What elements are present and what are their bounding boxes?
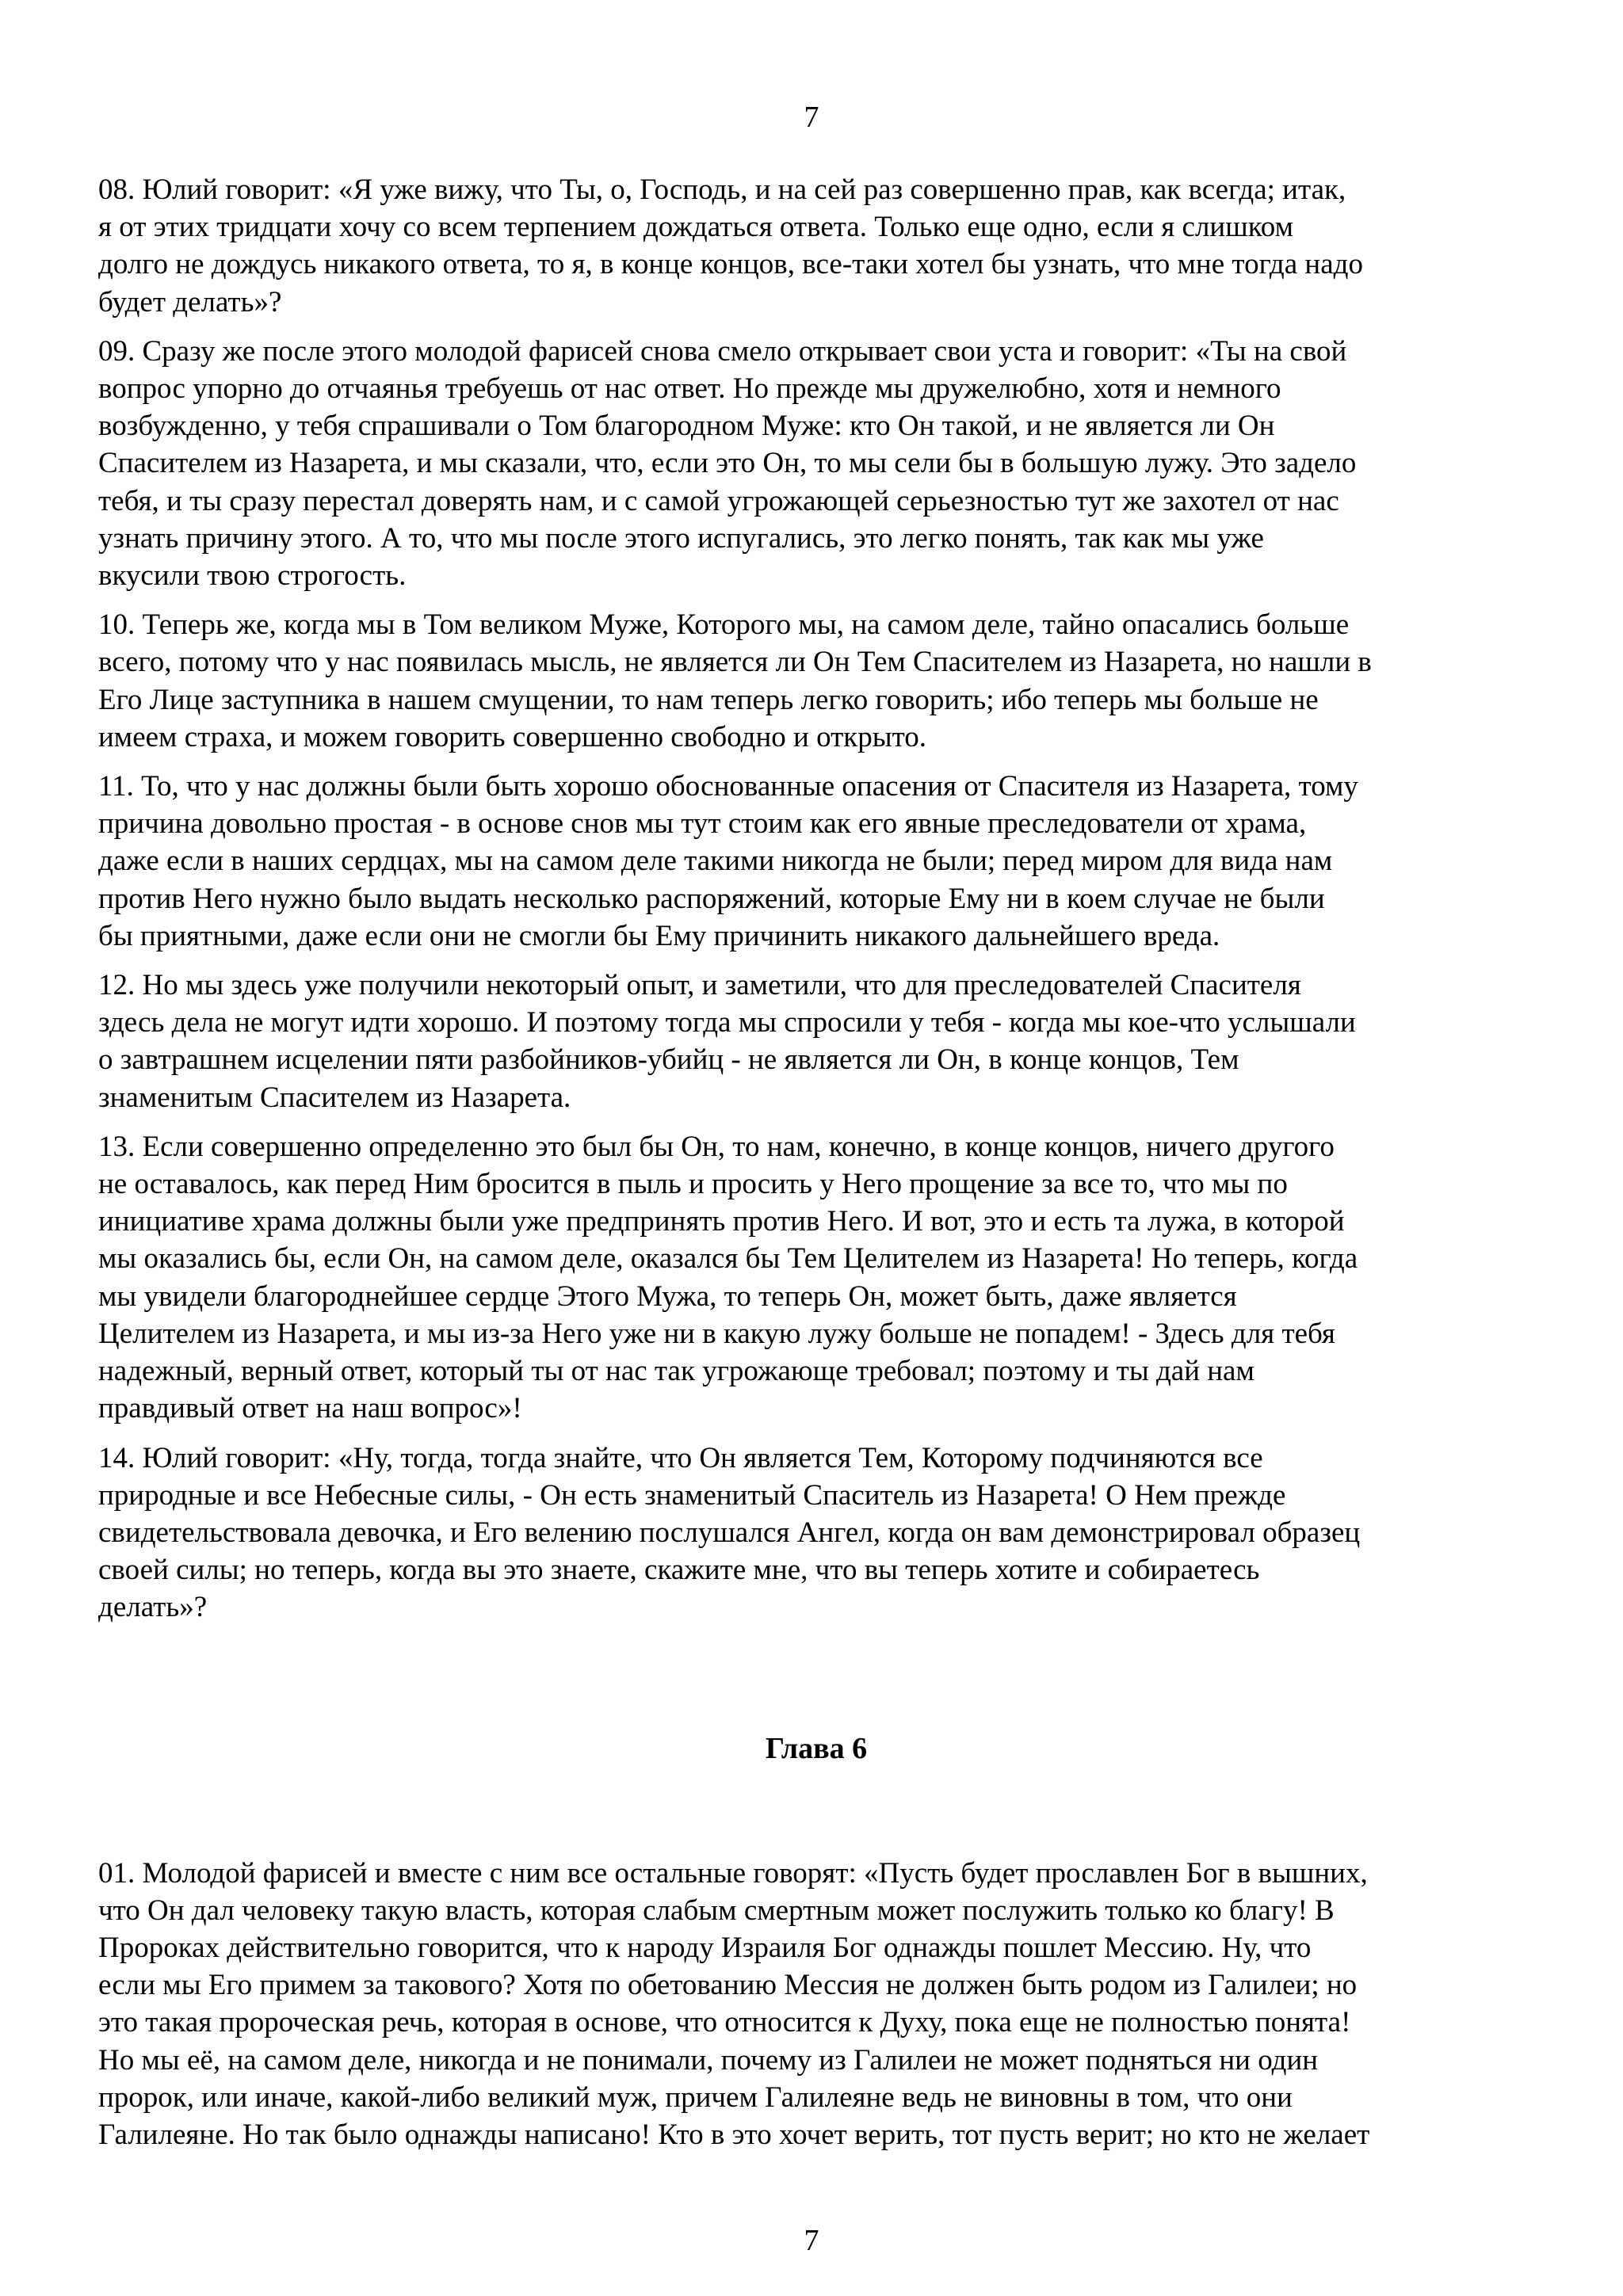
- text-line: пророк, или иначе, какой-либо великий муж, причем Галилеяне ведь не виновны в том, что они: [98, 2081, 1293, 2114]
- text-line: если мы Его примем за такового? Хотя по обетованию Мессия не должен быть родом из Галилеи; но: [98, 1969, 1358, 2002]
- text-line: я от этих тридцати хочу со всем терпением дождаться ответа. Только еще одно, если я слишком: [98, 211, 1294, 244]
- paragraph: [98, 1855, 1534, 2154]
- text-line: Но мы её, на самом деле, никогда и не понимали, почему из Галилеи не может подняться ни один: [98, 2043, 1319, 2077]
- text-line: Пророках действительно говорится, что к народу Израиля Бог однажды пошлет Мессию. Ну, что: [98, 1931, 1312, 1964]
- text-line: 13. Если совершенно определенно это был бы Он, то нам, конечно, в конце концов, ничего другого: [98, 1130, 1335, 1163]
- page-number-top: 7: [804, 101, 819, 134]
- text-line: 01. Молодой фарисей и вместе с ним все остальные говорят: «Пусть будет прославлен Бог в вышних,: [98, 1856, 1368, 1890]
- section-after-chapter: [98, 1855, 1534, 2154]
- paragraph: [98, 768, 1534, 955]
- paragraph: [98, 606, 1534, 756]
- text-line: вкусили твою строгость.: [98, 559, 407, 593]
- page-number-bottom: 7: [804, 2224, 819, 2257]
- text-line: делать»?: [98, 1591, 208, 1624]
- text-line: бы приятными, даже если они не смогли бы Ему причинить никакого дальнейшего вреда.: [98, 919, 1220, 952]
- text-line: возбужденно, у тебя спрашивали о Том благородном Муже: кто Он такой, и не является ли Он: [98, 410, 1275, 443]
- text-line: против Него нужно было выдать несколько распоряжений, которые Ему ни в коем случае не были: [98, 882, 1325, 915]
- text-line: своей силы; но теперь, когда вы это знаете, скажите мне, что вы теперь хотите и собираетесь: [98, 1554, 1260, 1587]
- text-line: свидетельствовала девочка, и Его велению послушался Ангел, когда он вам демонстрировал образец: [98, 1516, 1361, 1549]
- chapter-title: Глава 6: [765, 1731, 868, 1765]
- text-line: инициативе храма должны были уже предпринять против Него. И вот, это и есть та лужа, в которой: [98, 1205, 1345, 1238]
- text-line: правдивый ответ на наш вопрос»!: [98, 1392, 522, 1425]
- text-line: даже если в наших сердцах, мы на самом деле такими никогда не были; перед миром для вида нам: [98, 845, 1333, 878]
- text-line: Галилеяне. Но так было однажды написано! Кто в это хочет верить, тот пусть верит; но кто не желает: [98, 2118, 1370, 2151]
- text-line: вопрос упорно до отчаянья требуешь от нас ответ. Но прежде мы дружелюбно, хотя и немного: [98, 372, 1281, 406]
- text-line: имеем страха, и можем говорить совершенно свободно и открыто.: [98, 720, 927, 753]
- text-line: мы оказались бы, если Он, на самом деле, оказался бы Тем Целителем из Назарета! Но теперь, когда: [98, 1242, 1358, 1276]
- paragraph: [98, 1128, 1534, 1428]
- text-line: тебя, и ты сразу перестал доверять нам, и с самой угрожающей серьезностью тут же захотел от нас: [98, 484, 1339, 517]
- text-line: это такая пророческая речь, которая в основе, что относится к Духу, пока еще не полностью понята!: [98, 2006, 1351, 2039]
- text-line: всего, потому что у нас появилась мысль, не является ли Он Тем Спасителем из Назарета, но нашли в: [98, 646, 1372, 679]
- text-line: знаменитым Спасителем из Назарета.: [98, 1081, 571, 1114]
- text-line: не оставалось, как перед Ним бросится в пыль и просить у Него прощение за все то, что мы по: [98, 1168, 1288, 1201]
- text-line: мы увидели благороднейшее сердце Этого Мужа, то теперь Он, может быть, даже является: [98, 1280, 1237, 1313]
- text-line: 11. То, что у нас должны были быть хорошо обоснованные опасения от Спасителя из Назарета, тому: [98, 770, 1358, 803]
- text-line: здесь дела не могут идти хорошо. И поэтому тогда мы спросили у тебя - когда мы кое-что услышали: [98, 1006, 1356, 1039]
- text-line: о завтрашнем исцелении пяти разбойников-убийц - не является ли Он, в конце концов, Тем: [98, 1043, 1239, 1077]
- document-body: [98, 171, 1534, 2165]
- text-line: природные и все Небесные силы, - Он есть знаменитый Спаситель из Назарета! О Нем прежде: [98, 1478, 1286, 1512]
- text-line: Целителем из Назарета, и мы из-за Него уже ни в какую лужу больше не попадем! - Здесь для тебя: [98, 1317, 1335, 1350]
- paragraph: [98, 967, 1534, 1116]
- text-line: 08. Юлий говорит: «Я уже вижу, что Ты, о, Господь, и на сей раз совершенно прав, как всегда; итак,: [98, 174, 1346, 206]
- text-line: будет делать»?: [98, 285, 282, 318]
- paragraph: [98, 171, 1534, 321]
- text-line: что Он дал человеку такую власть, которая слабым смертным может послужить только ко благу! В: [98, 1894, 1335, 1927]
- text-line: 12. Но мы здесь уже получили некоторый опыт, и заметили, что для преследователей Спасителя: [98, 969, 1301, 1002]
- text-line: 09. Сразу же после этого молодой фарисей снова смело открывает свои уста и говорит: «Ты на свой: [98, 334, 1347, 368]
- text-line: причина довольно простая - в основе снов мы тут стоим как его явные преследователи от храма,: [98, 807, 1307, 841]
- text-line: Его Лице заступника в нашем смущении, то нам теперь легко говорить; ибо теперь мы больше не: [98, 683, 1319, 716]
- text-line: 10. Теперь же, когда мы в Том великом Муже, Которого мы, на самом деле, тайно опасались больше: [98, 608, 1350, 642]
- text-line: Спасителем из Назарета, и мы сказали, что, если это Он, то мы сели бы в большую лужу. Это задело: [98, 447, 1357, 480]
- paragraph: [98, 333, 1534, 594]
- paragraph: [98, 1440, 1534, 1627]
- section-before-chapter: [98, 171, 1534, 1627]
- text-line: долго не дождусь никакого ответа, то я, в конце концов, все-таки хотел бы узнать, что мне тогда надо: [98, 248, 1363, 281]
- text-line: узнать причину этого. А то, что мы после этого испугались, это легко понять, так как мы уже: [98, 521, 1264, 555]
- text-line: надежный, верный ответ, который ты от нас так угрожающе требовал; поэтому и ты дай нам: [98, 1355, 1254, 1388]
- text-line: 14. Юлий говорит: «Ну, тогда, тогда знайте, что Он является Тем, Которому подчиняются все: [98, 1441, 1263, 1474]
